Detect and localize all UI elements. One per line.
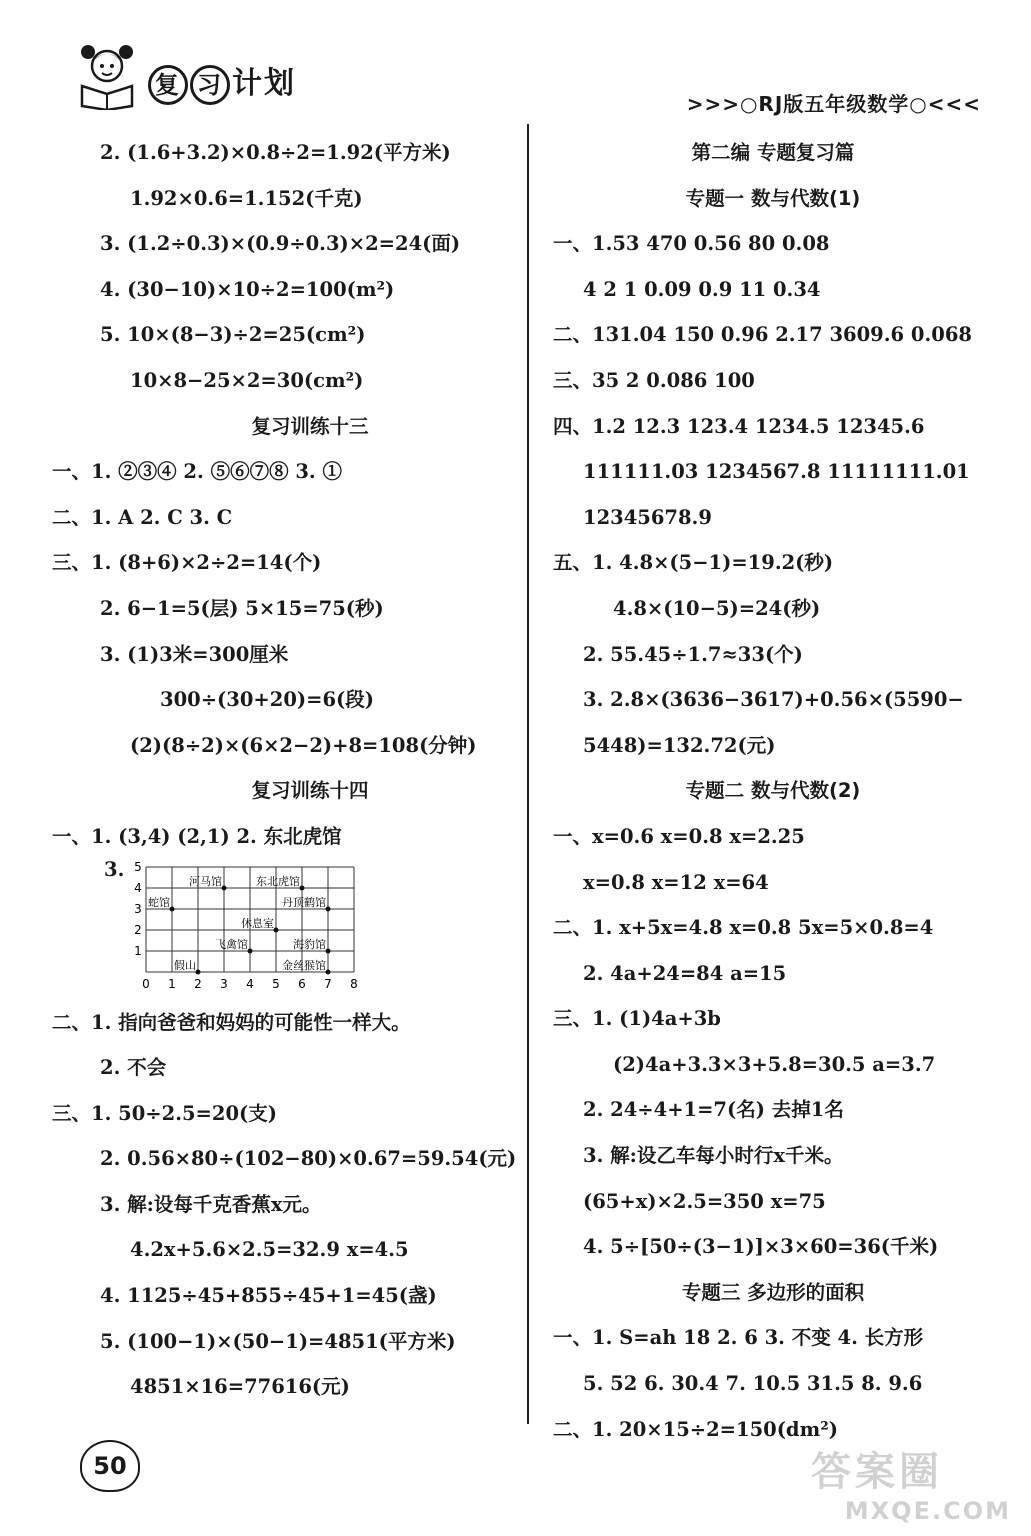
y-tick-label: 2: [134, 922, 142, 937]
answer-line: 4 2 1 0.09 0.9 11 0.34: [583, 277, 821, 301]
answer-line: 3. (1.2÷0.3)×(0.9÷0.3)×2=24(面): [100, 232, 461, 256]
brand-char-1: 复: [148, 65, 188, 105]
answer-line: 4. 1125÷45+855÷45+1=45(盏): [100, 1284, 437, 1308]
page-header: [0, 0, 1031, 120]
answer-line: 二、131.04 150 0.96 2.17 3609.6 0.068: [553, 323, 972, 347]
location-label: 丹顶鹤馆: [282, 895, 326, 909]
brand-rest: 计划: [232, 66, 296, 101]
x-tick-label: 0: [142, 976, 150, 991]
y-tick-label: 3: [134, 901, 142, 916]
answer-line: (2)(8÷2)×(6×2−2)+8=108(分钟): [130, 733, 477, 757]
answer-line: 三、1. (8+6)×2÷2=14(个): [52, 551, 322, 575]
column-divider: [527, 124, 529, 1424]
brand-title: [148, 58, 296, 105]
answer-line: 五、1. 4.8×(5−1)=19.2(秒): [553, 551, 834, 575]
answer-line: 4.8×(10−5)=24(秒): [613, 596, 821, 620]
answer-line: 5. (100−1)×(50−1)=4851(平方米): [100, 1329, 456, 1353]
answer-line: 二、1. x+5x=4.8 x=0.8 5x=5×0.8=4: [553, 916, 934, 940]
x-tick-label: 7: [324, 976, 332, 991]
answer-line: 5. 52 6. 30.4 7. 10.5 31.5 8. 9.6: [583, 1372, 923, 1396]
answer-line: 4851×16=77616(元): [130, 1375, 350, 1399]
location-point: [274, 927, 279, 932]
watermark-text: 答案圈: [811, 1449, 943, 1495]
section-heading: 专题二 数与代数(2): [685, 779, 861, 803]
y-tick-label: 5: [134, 859, 142, 874]
location-point: [300, 885, 305, 890]
location-label: 飞禽馆: [215, 937, 248, 951]
answer-line: 2. 24÷4+1=7(名) 去掉1名: [583, 1098, 844, 1122]
answer-line: (65+x)×2.5=350 x=75: [583, 1189, 826, 1213]
answer-line: 10×8−25×2=30(cm²): [130, 368, 364, 392]
y-tick-label: 1: [134, 943, 142, 958]
location-point: [222, 885, 227, 890]
answer-line: 2. 6−1=5(层) 5×15=75(秒): [100, 596, 384, 620]
y-tick-label: 4: [134, 880, 142, 895]
answer-line: 2. 不会: [100, 1056, 167, 1080]
answer-line: 一、1.53 470 0.56 80 0.08: [553, 232, 830, 256]
coordinate-grid: [130, 860, 370, 1000]
answer-line: 1.92×0.6=1.152(千克): [130, 186, 363, 210]
watermark-logo: [811, 1440, 1011, 1530]
grid-question-number: 3.: [104, 857, 125, 881]
answer-line: 111111.03 1234567.8 11111111.01: [583, 460, 970, 484]
location-label: 河马馆: [189, 874, 222, 888]
reading-girl-icon: [76, 42, 138, 110]
left-column: [52, 130, 520, 1410]
x-tick-label: 4: [246, 976, 254, 991]
x-tick-label: 3: [220, 976, 228, 991]
zoo-map-grid: [100, 857, 520, 1000]
answer-line: (2)4a+3.3×3+5.8=30.5 a=3.7: [613, 1052, 936, 1076]
answer-line: 3. 解:设乙车每小时行x千米。: [583, 1144, 844, 1168]
location-point: [170, 906, 175, 911]
answer-line: 2. (1.6+3.2)×0.8÷2=1.92(平方米): [100, 141, 451, 164]
x-tick-label: 8: [350, 976, 358, 991]
answer-line: 一、1. S=ah 18 2. 6 3. 不变 4. 长方形: [553, 1326, 924, 1350]
series-label: >>>○RJ版五年级数学○<<<: [686, 92, 981, 116]
answer-line: 3. 解:设每千克香蕉x元。: [100, 1192, 322, 1216]
answer-line: 12345678.9: [583, 505, 712, 529]
section-heading: 专题一 数与代数(1): [685, 186, 861, 210]
location-point: [326, 948, 331, 953]
answer-line: 二、1. 指向爸爸和妈妈的可能性一样大。: [52, 1010, 411, 1034]
watermark-url: MXQE.COM: [844, 1497, 1011, 1525]
x-tick-label: 1: [168, 976, 176, 991]
answer-line: 5. 10×(8−3)÷2=25(cm²): [100, 323, 366, 347]
section-heading: 复习训练十四: [251, 779, 369, 803]
page-number: 50: [80, 1440, 140, 1492]
answer-line: 一、x=0.6 x=0.8 x=2.25: [553, 824, 805, 848]
answer-line: 2. 55.45÷1.7≈33(个): [583, 642, 803, 666]
answer-line: 四、1.2 12.3 123.4 1234.5 12345.6: [553, 414, 925, 438]
answer-line: 三、35 2 0.086 100: [553, 368, 755, 392]
answer-line: 4. (30−10)×10÷2=100(m²): [100, 277, 395, 301]
location-label: 蛇馆: [148, 895, 170, 909]
answer-line: 2. 4a+24=84 a=15: [583, 961, 787, 985]
answer-line: 2. 0.56×80÷(102−80)×0.67=59.54(元): [100, 1147, 517, 1171]
location-label: 假山: [174, 958, 196, 972]
location-point: [326, 906, 331, 911]
answer-line: 三、1. (1)4a+3b: [553, 1007, 721, 1031]
answer-line: 二、1. A 2. C 3. C: [52, 505, 233, 529]
x-tick-label: 6: [298, 976, 306, 991]
brand-char-2: 习: [190, 65, 230, 105]
answer-line: 3. (1)3米=300厘米: [100, 642, 289, 666]
x-tick-label: 5: [272, 976, 280, 991]
answer-line: 300÷(30+20)=6(段): [160, 688, 374, 712]
location-label: 海豹馆: [293, 937, 326, 951]
x-tick-label: 2: [194, 976, 202, 991]
answer-line: x=0.8 x=12 x=64: [583, 870, 769, 894]
right-column: [553, 130, 993, 1452]
section-heading: 专题三 多边形的面积: [681, 1280, 865, 1304]
answer-line: 二、1. 20×15÷2=150(dm²): [553, 1417, 838, 1441]
answer-line: 3. 2.8×(3636−3617)+0.56×(5590−: [583, 688, 964, 712]
answer-line: 一、1. (3,4) (2,1) 2. 东北虎馆: [52, 824, 342, 848]
location-label: 东北虎馆: [256, 874, 300, 888]
location-label: 休息室: [241, 916, 274, 930]
location-point: [326, 969, 331, 974]
answer-line: 一、1. ②③④ 2. ⑤⑥⑦⑧ 3. ①: [52, 460, 343, 484]
section-heading: 复习训练十三: [251, 414, 369, 438]
answer-line: 5448)=132.72(元): [583, 733, 776, 757]
answer-line: 4.2x+5.6×2.5=32.9 x=4.5: [130, 1238, 409, 1262]
location-point: [196, 969, 201, 974]
location-point: [248, 948, 253, 953]
part-heading: 第二编 专题复习篇: [691, 141, 855, 164]
location-label: 金丝猴馆: [282, 958, 326, 972]
answer-line: 三、1. 50÷2.5=20(支): [52, 1101, 277, 1125]
answer-line: 4. 5÷[50÷(3−1)]×3×60=36(千米): [583, 1235, 939, 1259]
